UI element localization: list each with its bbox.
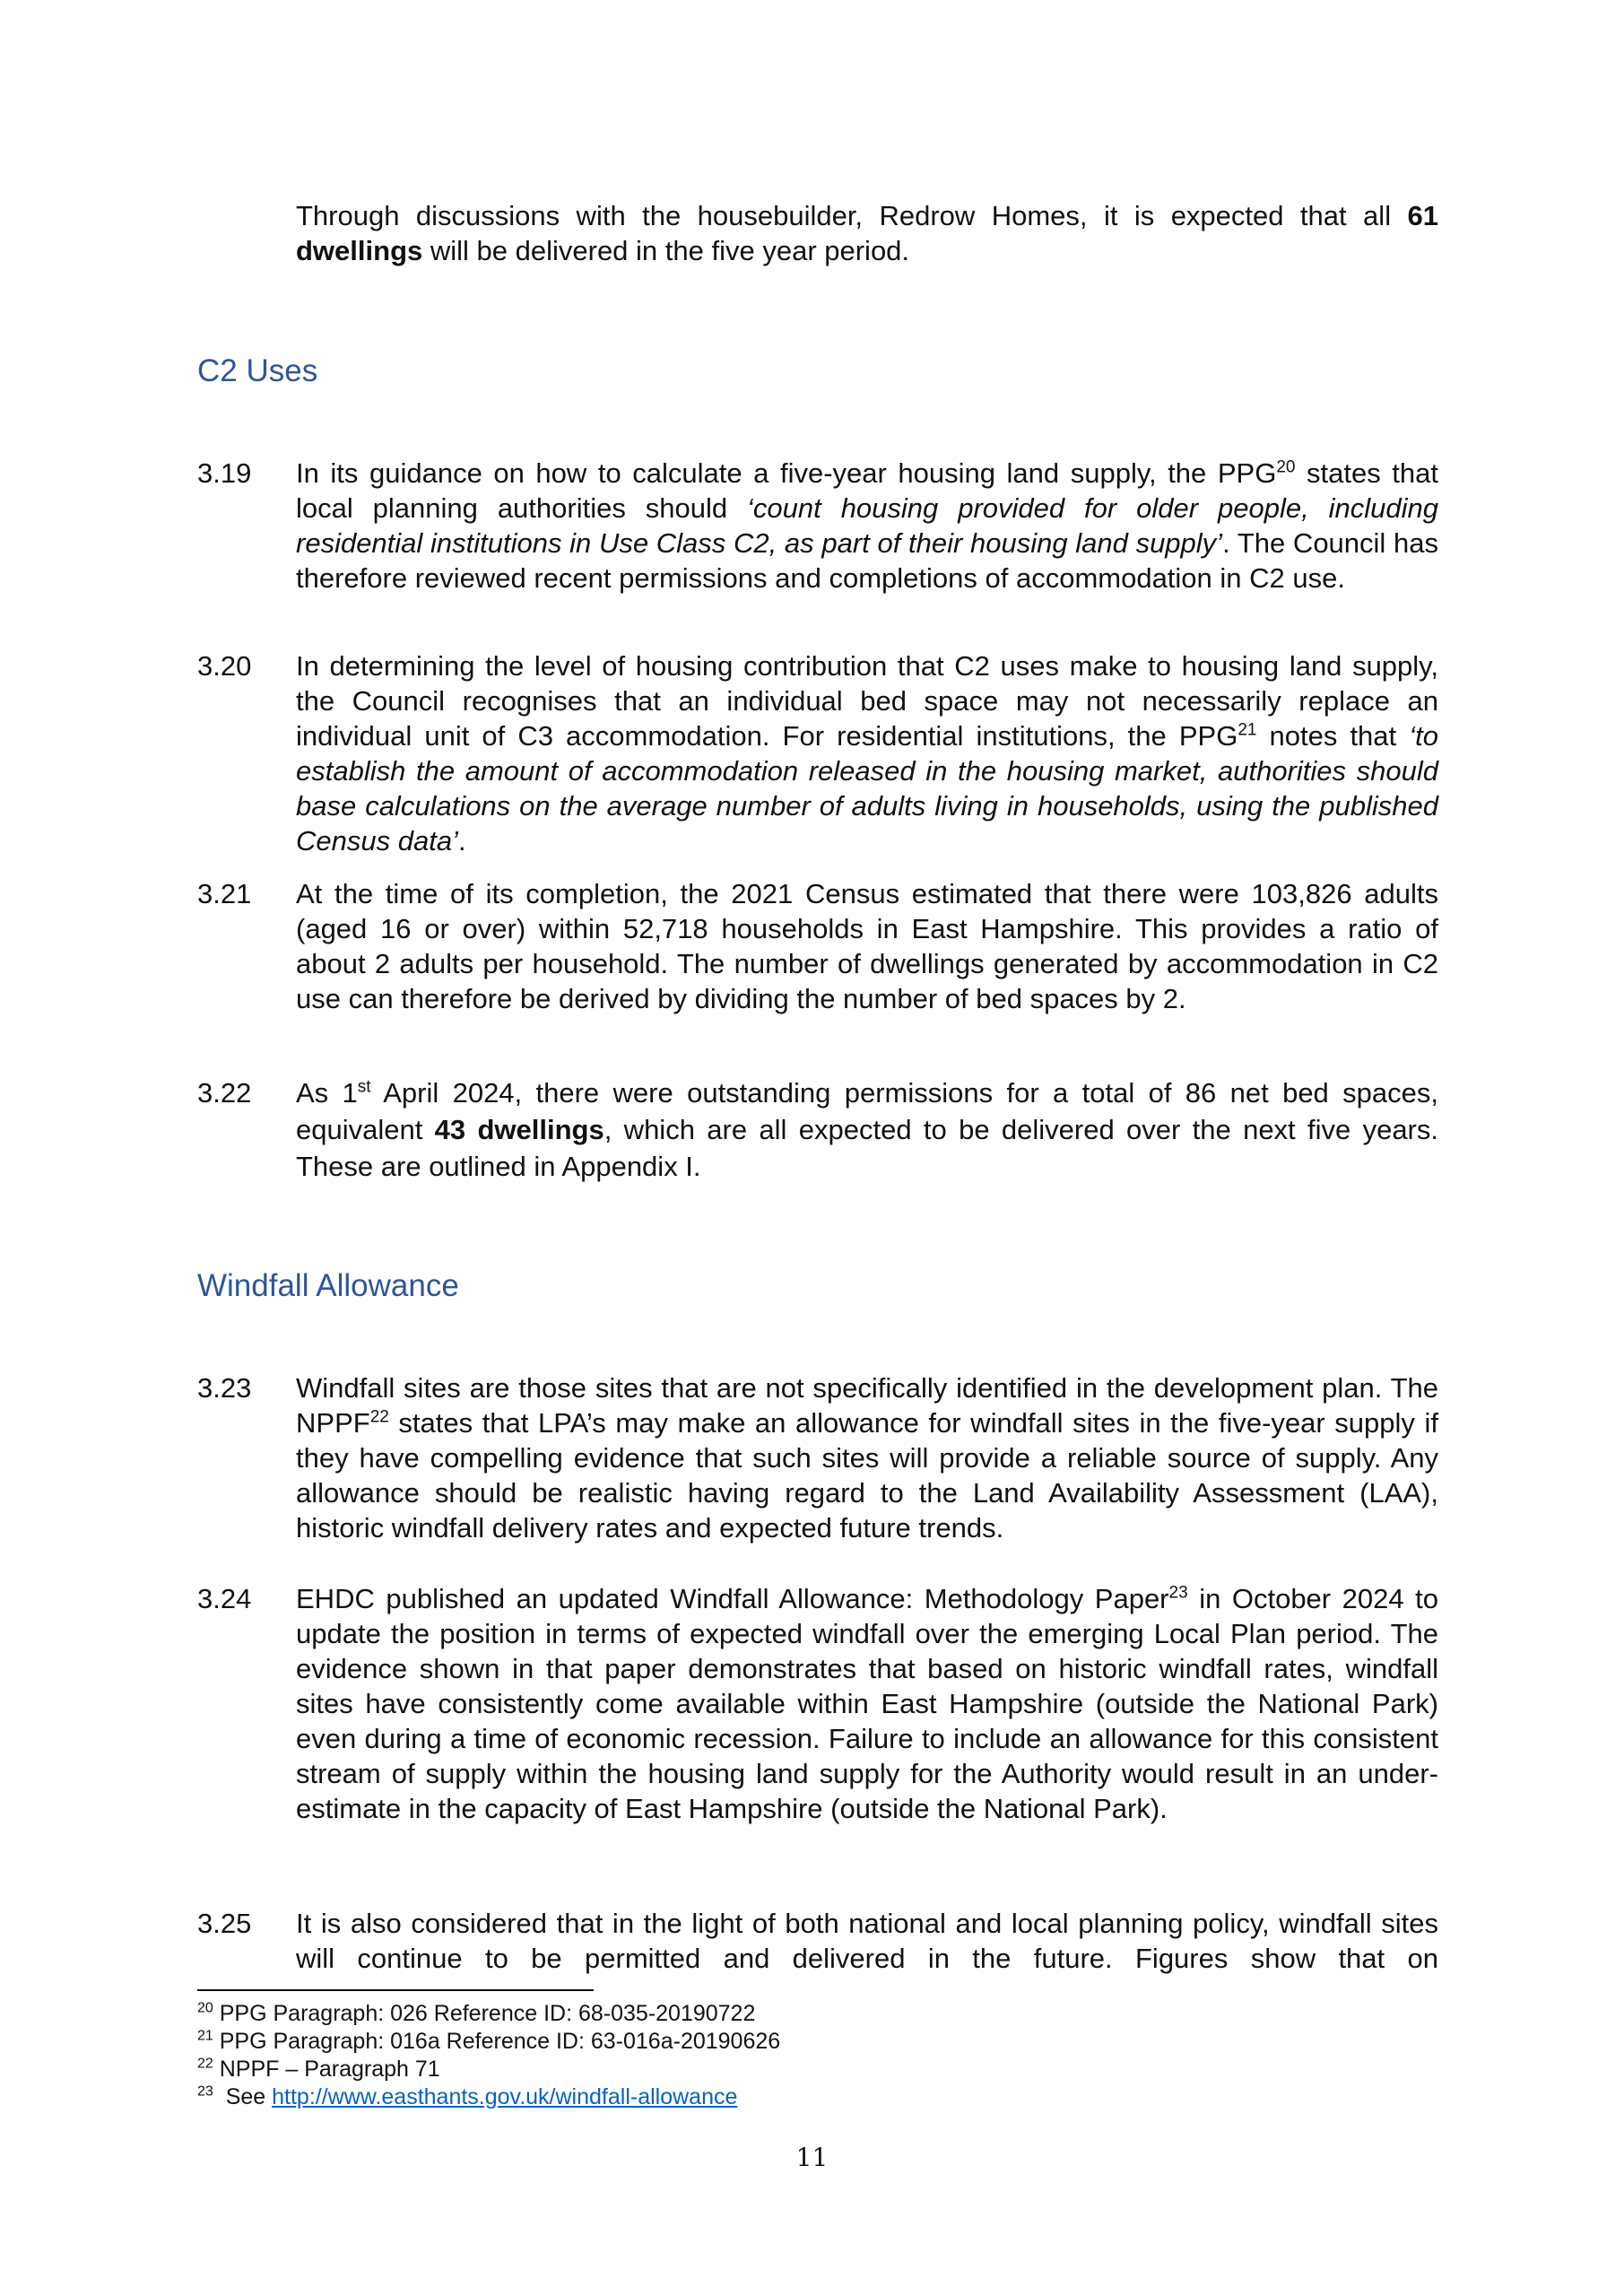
intro-bold-count: 61 dwellings: [296, 200, 1438, 266]
text-run: , which are all expected to be delivered over the next five years. These are outlined in Appendix I.: [296, 1114, 1438, 1182]
italic-quote: ‘count housing provided for older people, including residential institutions in Use Class C2, as part of their housing land supply’: [296, 492, 1438, 559]
footnote-separator: [197, 1989, 594, 1991]
text-run: In its guidance on how to calculate a five-year housing land supply, the PPG: [296, 457, 1277, 489]
paragraph-number: 3.19: [197, 457, 252, 489]
paragraph-3-25: [197, 1906, 1438, 1976]
italic-quote: ‘to establish the amount of accommodation released in the housing market, authorities should base calculations on the average number of adults living in households, using the published Census data’: [296, 720, 1438, 857]
page-number: 11: [795, 2143, 829, 2172]
footnote-ref[interactable]: 20: [1276, 457, 1296, 477]
text-run: states that local planning authorities should: [296, 457, 1439, 524]
intro-text-end: will be delivered in the five year period.: [422, 235, 910, 266]
footnote-number: 21: [197, 2028, 213, 2044]
text-run: notes that: [1256, 720, 1410, 752]
paragraph-number: 3.21: [197, 878, 252, 909]
text-run: In determining the level of housing contribution that C2 uses make to housing land supply, the Council recognises that an individual bed space may not necessarily replace an individual unit of C3 accommodation. For residential institutions, the PPG: [296, 650, 1438, 752]
footnote-ref[interactable]: 22: [369, 1407, 389, 1427]
section-heading-c2-uses: C2 Uses: [197, 353, 318, 388]
text-run: in October 2024 to update the position in terms of expected windfall over the emerging Local Plan period. The evidence shown in that paper demonstrates that based on historic windfall rates, windfall sites have consistently come available within East Hampshire (outside the National Park) even during a time of economic recession. Failure to include an allowance for this consistent stream of supply within the housing land supply for the Authority would result in an under-estimate in the capacity of East Hampshire (outside the National Park).: [296, 1583, 1438, 1824]
paragraph-text: [296, 1074, 1438, 1185]
paragraph-text: [296, 456, 1438, 596]
footnote-20: [197, 2000, 755, 2028]
text-run: As 1: [296, 1077, 358, 1109]
windfall-allowance-link[interactable]: http://www.easthants.gov.uk/windfall-allowance: [272, 2084, 738, 2109]
bold-count: 43 dwellings: [434, 1114, 604, 1145]
footnote-22: [197, 2056, 440, 2083]
footnote-ref[interactable]: 23: [1168, 1583, 1188, 1603]
paragraph-text: It is also considered that in the light of both national and local planning policy, windfall sites will continue to be permitted and delivered in the future. Figures show that on: [296, 1908, 1438, 1974]
footnote-number: 20: [197, 2000, 213, 2016]
text-run: EHDC published an updated Windfall Allowance: Methodology Paper: [296, 1583, 1169, 1614]
paragraph-text: [296, 1370, 1438, 1545]
paragraph-3-23: [197, 1370, 1438, 1545]
section-heading-windfall-allowance: Windfall Allowance: [197, 1268, 459, 1303]
paragraph-3-20: [197, 648, 1438, 858]
text-run: . The Council has therefore reviewed recent permissions and completions of accommodation in C2 use.: [296, 527, 1438, 594]
ordinal-suffix: st: [357, 1077, 371, 1097]
text-run: April 2024, there were outstanding permissions for a total of 86 net bed spaces, equivalent: [296, 1077, 1438, 1145]
paragraph-3-24: [197, 1581, 1438, 1826]
paragraph-text: [296, 1581, 1438, 1826]
footnote-number: 23: [197, 2083, 213, 2100]
footnote-text: PPG Paragraph: 026 Reference ID: 68-035-20190722: [213, 2001, 756, 2026]
paragraph-3-19: [197, 456, 1438, 596]
paragraph-number: 3.20: [197, 650, 252, 682]
paragraph-text: [296, 648, 1438, 858]
text-run: Windfall sites are those sites that are not specifically identified in the development plan. The NPPF: [296, 1372, 1438, 1439]
paragraph-number: 3.23: [197, 1372, 252, 1404]
paragraph-number: 3.25: [197, 1908, 252, 1939]
text-run: states that LPA’s may make an allowance for windfall sites in the five-year supply if they have compelling evidence that such sites will provide a reliable source of supply. Any allowance should be realistic having regard to the Land Availability Assessment (LAA), historic windfall delivery rates and expected future trends.: [296, 1407, 1438, 1544]
intro-paragraph: [296, 198, 1438, 268]
paragraph-number: 3.24: [197, 1583, 252, 1614]
footnote-23: [197, 2083, 737, 2111]
footnote-21: [197, 2028, 780, 2056]
footnote-text: See: [213, 2084, 273, 2109]
intro-text: Through discussions with the housebuilder, Redrow Homes, it is expected that all: [296, 200, 1408, 231]
text-run: .: [457, 825, 466, 857]
paragraph-3-22: [197, 1074, 1438, 1185]
footnote-ref[interactable]: 21: [1238, 720, 1257, 740]
paragraph-3-21: [197, 876, 1438, 1016]
footnote-number: 22: [197, 2056, 213, 2072]
paragraph-text: At the time of its completion, the 2021 Census estimated that there were 103,826 adults (aged 16 or over) within 52,718 households in East Hampshire. This provides a ratio of about 2 adults per household. The number of dwellings generated by accommodation in C2 use can therefore be derived by dividing the number of bed spaces by 2.: [296, 878, 1438, 1014]
footnote-text: PPG Paragraph: 016a Reference ID: 63-016a-20190626: [213, 2029, 781, 2054]
footnote-text: NPPF – Paragraph 71: [213, 2057, 440, 2082]
paragraph-number: 3.22: [197, 1077, 252, 1109]
